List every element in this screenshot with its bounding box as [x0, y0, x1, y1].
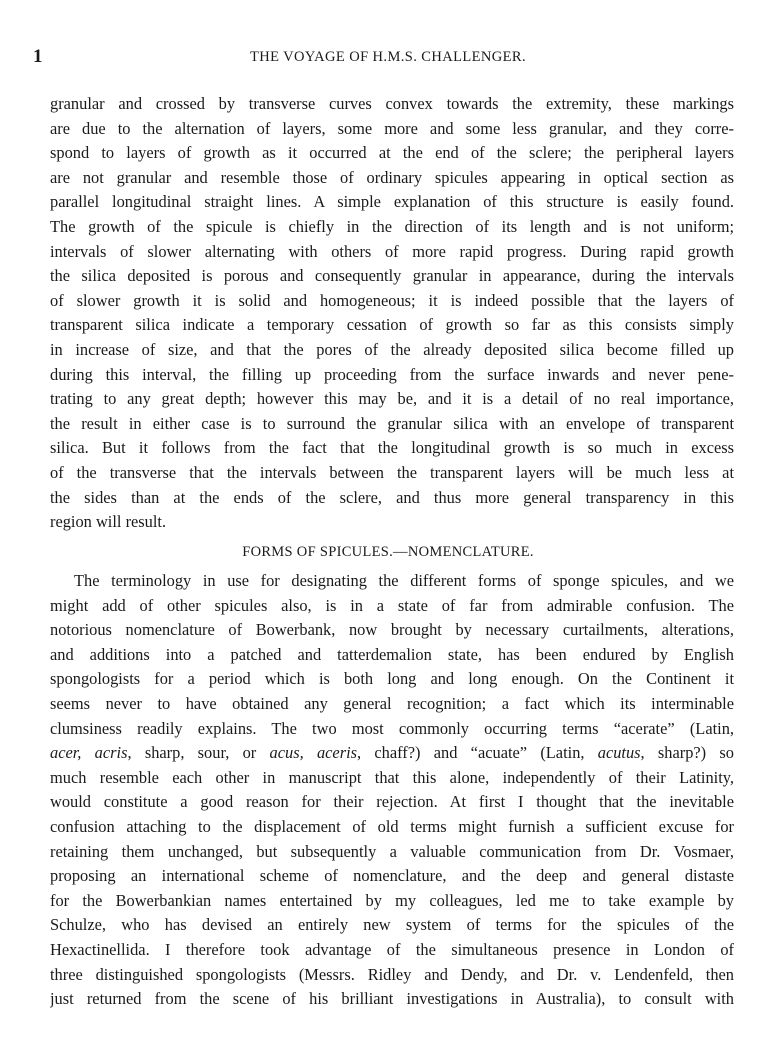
- paragraph-1: [50, 92, 734, 535]
- text-line: the sides than at the ends of the sclere, and thus more general transparency in this: [50, 487, 734, 507]
- text-line: confusion attaching to the displacement of old terms might furnish a sufficient excuse for: [50, 816, 734, 836]
- text-line: of slower growth it is solid and homogeneous; it is indeed possible that the layers of: [50, 290, 734, 310]
- text-segment: , sharp, sour, or: [127, 743, 270, 763]
- text-line: much resemble each other in manuscript that this alone, independently of their Latinity,: [50, 767, 734, 787]
- text-line: the result in either case is to surround the granular silica with an envelope of transparent: [50, 413, 734, 433]
- text-line: the silica deposited is porous and consequently granular in appearance, during the intervals: [50, 266, 734, 286]
- text-line: granular and crossed by transverse curves convex towards the extremity, these markings: [50, 94, 734, 113]
- text-line: three distinguished spongologists (Messrs. Ridley and Dendy, and Dr. v. Lendenfeld, then: [50, 964, 734, 984]
- text-line: during this interval, the filling up proceeding from the surface inwards and never pene-: [50, 364, 734, 384]
- text-line: spongologists for a period which is both long and long enough. On the Continent it: [50, 669, 734, 689]
- text-line: Schulze, who has devised an entirely new system of terms for the spicules of the: [50, 915, 734, 935]
- text-line: retaining them unchanged, but subsequently a valuable communication from Dr. Vosmaer,: [50, 841, 734, 861]
- italic-term: acer, acris: [50, 743, 128, 763]
- italic-term: acutus: [597, 743, 641, 763]
- text-line: [50, 741, 734, 766]
- text-line: notorious nomenclature of Bowerbank, now brought by necessary curtailments, alterations,: [50, 620, 734, 640]
- text-line: are not granular and resemble those of ordinary spicules appearing in optical section as: [50, 167, 734, 187]
- text-line: intervals of slower alternating with others of more rapid progress. During rapid growth: [50, 241, 734, 261]
- text-line: just returned from the scene of his brilliant investigations in Australia), to consult with: [50, 989, 734, 1009]
- text-line: trating to any great depth; however this may be, and it is a detail of no real importance,: [50, 389, 734, 409]
- text-line: region will result.: [50, 512, 167, 532]
- text-line: seems never to have obtained any general recognition; a fact which its interminable: [50, 693, 734, 713]
- text-line: of the transverse that the intervals between the transparent layers will be much less at: [50, 462, 734, 482]
- text-line: The terminology in use for designating the different forms of sponge spicules, and we: [74, 571, 734, 590]
- text-line: would constitute a good reason for their rejection. At first I thought that the inevitable: [50, 792, 734, 812]
- text-line: for the Bowerbankian names entertained by my colleagues, led me to take example by: [50, 890, 734, 910]
- text-line: Hexactinellida. I therefore took advantage of the simultaneous presence in London of: [50, 939, 734, 959]
- page-number: 1: [33, 46, 43, 67]
- text-line: and additions into a patched and tatterdemalion state, has been endured by English: [50, 644, 734, 664]
- text-line: spond to layers of growth as it occurred at the end of the sclere; the peripheral layers: [50, 143, 734, 163]
- text-line: The growth of the spicule is chiefly in the direction of its length and is not uniform;: [50, 216, 734, 236]
- text-line: in increase of size, and that the pores of the already deposited silica become filled up: [50, 339, 734, 359]
- text-line: proposing an international scheme of nomenclature, and the deep and general distaste: [50, 866, 734, 886]
- text-line: might add of other spicules also, is in a state of far from admirable confusion. The: [50, 595, 734, 615]
- text-line: transparent silica indicate a temporary cessation of growth so far as this consists simply: [50, 315, 734, 335]
- paragraph-2: [50, 569, 734, 1012]
- text-line: are due to the alternation of layers, some more and some less granular, and they corre-: [50, 118, 734, 138]
- text-line: silica. But it follows from the fact that the longitudinal growth is so much in excess: [50, 438, 734, 458]
- text-line: parallel longitudinal straight lines. A simple explanation of this structure is easily found.: [50, 192, 734, 212]
- text-segment: , chaff?) and “acuate” (Latin,: [357, 743, 598, 763]
- text-line: clumsiness readily explains. The two most commonly occurring terms “acerate” (Latin,: [50, 718, 734, 738]
- section-heading: FORMS OF SPICULES.—NOMENCLATURE.: [242, 544, 534, 560]
- italic-term: acus, aceris: [269, 743, 358, 763]
- running-title: THE VOYAGE OF H.M.S. CHALLENGER.: [250, 49, 526, 65]
- text-segment: , sharp?) so: [640, 743, 734, 763]
